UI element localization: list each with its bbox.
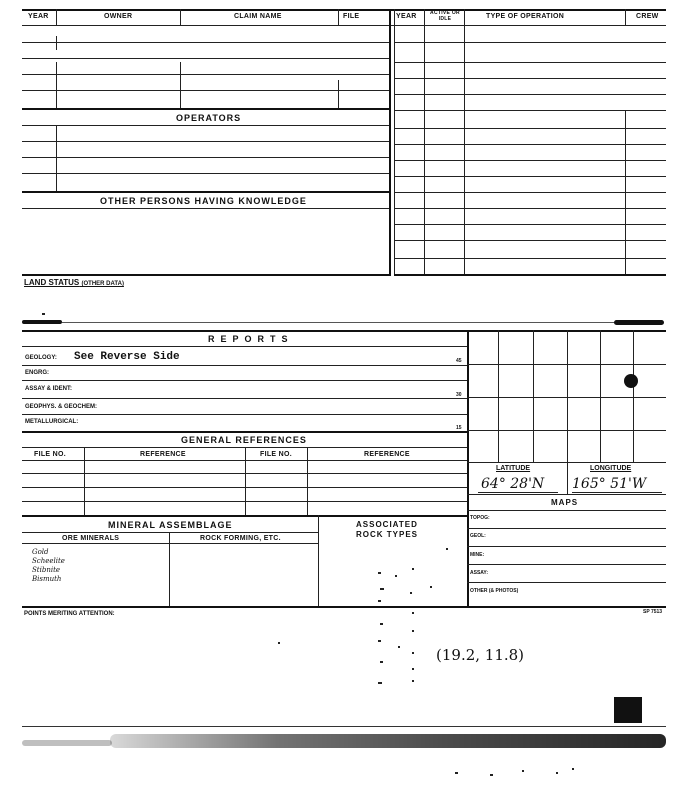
col-reference-2: REFERENCE	[364, 451, 410, 458]
assay-num: 30	[456, 392, 462, 398]
col-ore-minerals: ORE MINERALS	[62, 535, 120, 542]
land-status-text: LAND STATUS	[24, 278, 80, 287]
assay-label: ASSAY & IDENT:	[25, 386, 73, 392]
col-type-operation-header: TYPE OF OPERATION	[486, 13, 565, 20]
col-year-header: YEAR	[28, 13, 49, 20]
bottom-smear-left	[22, 740, 112, 746]
coords-note: (19.2, 11.8)	[436, 646, 525, 664]
points-label: POINTS MERITING ATTENTION:	[24, 611, 115, 617]
topog-label: TOPOG:	[470, 515, 490, 521]
ore-mineral-4: Bismuth	[32, 575, 62, 583]
land-status-sub: (OTHER DATA)	[81, 281, 124, 287]
geol-label: GEOL:	[470, 533, 486, 539]
associated-title-1: ASSOCIATED	[356, 520, 418, 529]
ore-mineral-3: Stibnite	[32, 566, 61, 574]
general-references-title: GENERAL REFERENCES	[181, 435, 307, 445]
metallurgical-num: 15	[456, 425, 462, 431]
col-file-header: FILE	[343, 13, 360, 20]
col-claim-name-header: CLAIM NAME	[234, 13, 282, 20]
geophys-label: GEOPHYS. & GEOCHEM:	[25, 404, 98, 410]
col-active-header: ACTIVE OR IDLE	[430, 10, 460, 22]
ore-mineral-2: Scheelite	[32, 557, 65, 565]
col-crew-header: CREW	[636, 13, 659, 20]
col-file-no-1: FILE NO.	[34, 451, 66, 458]
longitude-label: LONGITUDE	[590, 465, 632, 472]
col-year2-header: YEAR	[396, 13, 417, 20]
mine-label: MINE:	[470, 552, 485, 558]
col-reference-1: REFERENCE	[140, 451, 186, 458]
engrg-label: ENGRG:	[25, 370, 49, 376]
mineral-assemblage-title: MINERAL ASSEMBLAGE	[108, 520, 233, 530]
other-persons-title: OTHER PERSONS HAVING KNOWLEDGE	[100, 196, 307, 206]
latitude-value: 64° 28'N	[481, 476, 545, 492]
latitude-label: LATITUDE	[496, 465, 531, 472]
metallurgical-label: METALLURGICAL:	[25, 419, 79, 425]
geology-label: GEOLOGY:	[25, 355, 57, 361]
maps-title: MAPS	[551, 498, 579, 507]
black-block	[614, 697, 642, 723]
col-rock-forming: ROCK FORMING, ETC.	[200, 535, 281, 542]
longitude-value: 165° 51'W	[572, 476, 647, 492]
ore-mineral-1: Gold	[32, 548, 49, 556]
other-photos-label: OTHER (& PHOTOS)	[470, 588, 519, 594]
bottom-smear	[110, 734, 666, 748]
operators-title: OPERATORS	[176, 113, 242, 123]
geology-num: 45	[456, 358, 462, 364]
reports-title: REPORTS	[208, 334, 294, 344]
geology-value: See Reverse Side	[74, 351, 180, 363]
assay-map-label: ASSAY:	[470, 570, 489, 576]
col-owner-header: OWNER	[104, 13, 133, 20]
col-file-no-2: FILE NO.	[260, 451, 292, 458]
associated-title-2: ROCK TYPES	[356, 530, 419, 539]
form-number: SP 7513	[643, 609, 663, 615]
bottom-line	[22, 726, 666, 727]
